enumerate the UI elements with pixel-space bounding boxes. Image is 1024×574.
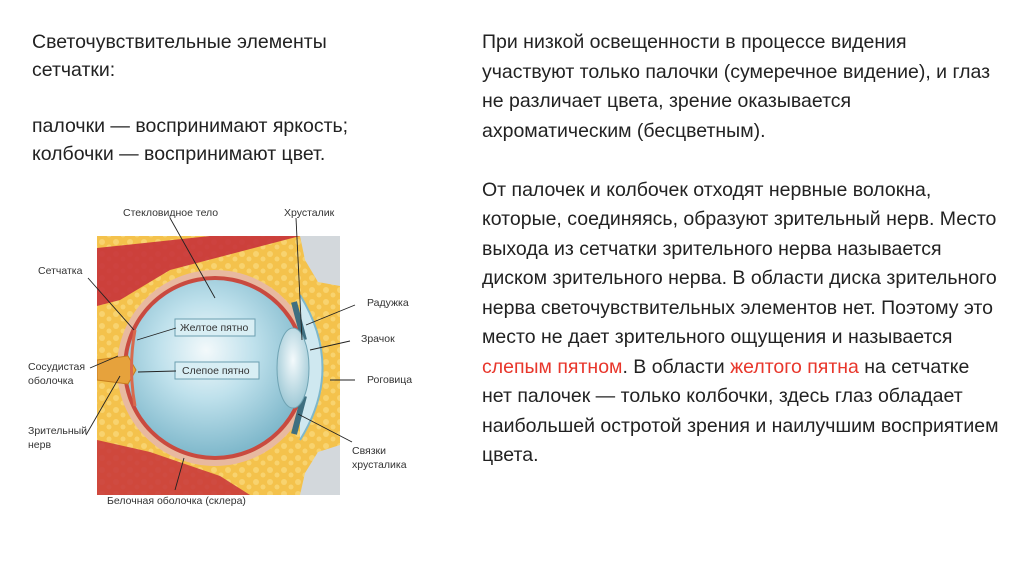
label-ligaments-2: хрусталика (352, 459, 407, 471)
rods-description: палочки — воспринимают яркость; (32, 115, 349, 137)
cones-description: колбочки — воспринимают цвет. (32, 143, 326, 165)
label-retina: Сетчатка (38, 265, 83, 277)
label-macula: Желтое пятно (180, 322, 249, 334)
eye-diagram (0, 190, 470, 574)
right-text-block (482, 28, 1002, 471)
label-vascular-1: Сосудистая (28, 361, 86, 373)
eye-diagram-svg (0, 190, 470, 574)
text-segment: От палочек и колбочек отходят нервные волокна, которые, соединяясь, образуют зрительный нерв. Место выхода из сетчатки зрительного нерва называется диском зрительного нерва. В области диска зрительного нерва светочувствительных элементов нет. Поэтому это место не дает зрительного ощущения и называется (482, 178, 997, 348)
term-macula: желтого пятна (730, 355, 859, 378)
label-blind-spot: Слепое пятно (182, 365, 250, 377)
text-segment: . В области (622, 355, 731, 378)
label-vitreous: Стекловидное тело (123, 207, 219, 219)
left-text-block (32, 28, 432, 168)
term-blind-spot: слепым пятном (482, 355, 623, 378)
heading-line-2: сетчатки: (32, 59, 116, 81)
paragraph-blind-spot (482, 176, 1002, 471)
heading-line-1: Светочувствительные элементы (32, 31, 327, 53)
text-segment: на сетчатке нет палочек — только колбочки, здесь глаз обладает наибольшей остротой зрения и наилучшим восприятием цвета. (482, 355, 999, 466)
label-cornea: Роговица (367, 374, 413, 386)
label-optic-nerve-2: нерв (28, 439, 52, 451)
label-lens: Хрусталик (284, 207, 335, 219)
label-optic-nerve-1: Зрительный (28, 425, 88, 437)
label-pupil: Зрачок (361, 333, 395, 345)
paragraph-twilight-vision: При низкой освещенности в процессе видения участвуют только палочки (сумеречное видение), и глаз не различает цвета, зрение оказывается ахроматическим (бесцветным). (482, 31, 991, 142)
label-sclera: Белочная оболочка (склера) (107, 495, 246, 507)
label-ligaments-1: Связки (352, 445, 387, 457)
label-iris: Радужка (367, 297, 409, 309)
label-vascular-2: оболочка (28, 375, 74, 387)
